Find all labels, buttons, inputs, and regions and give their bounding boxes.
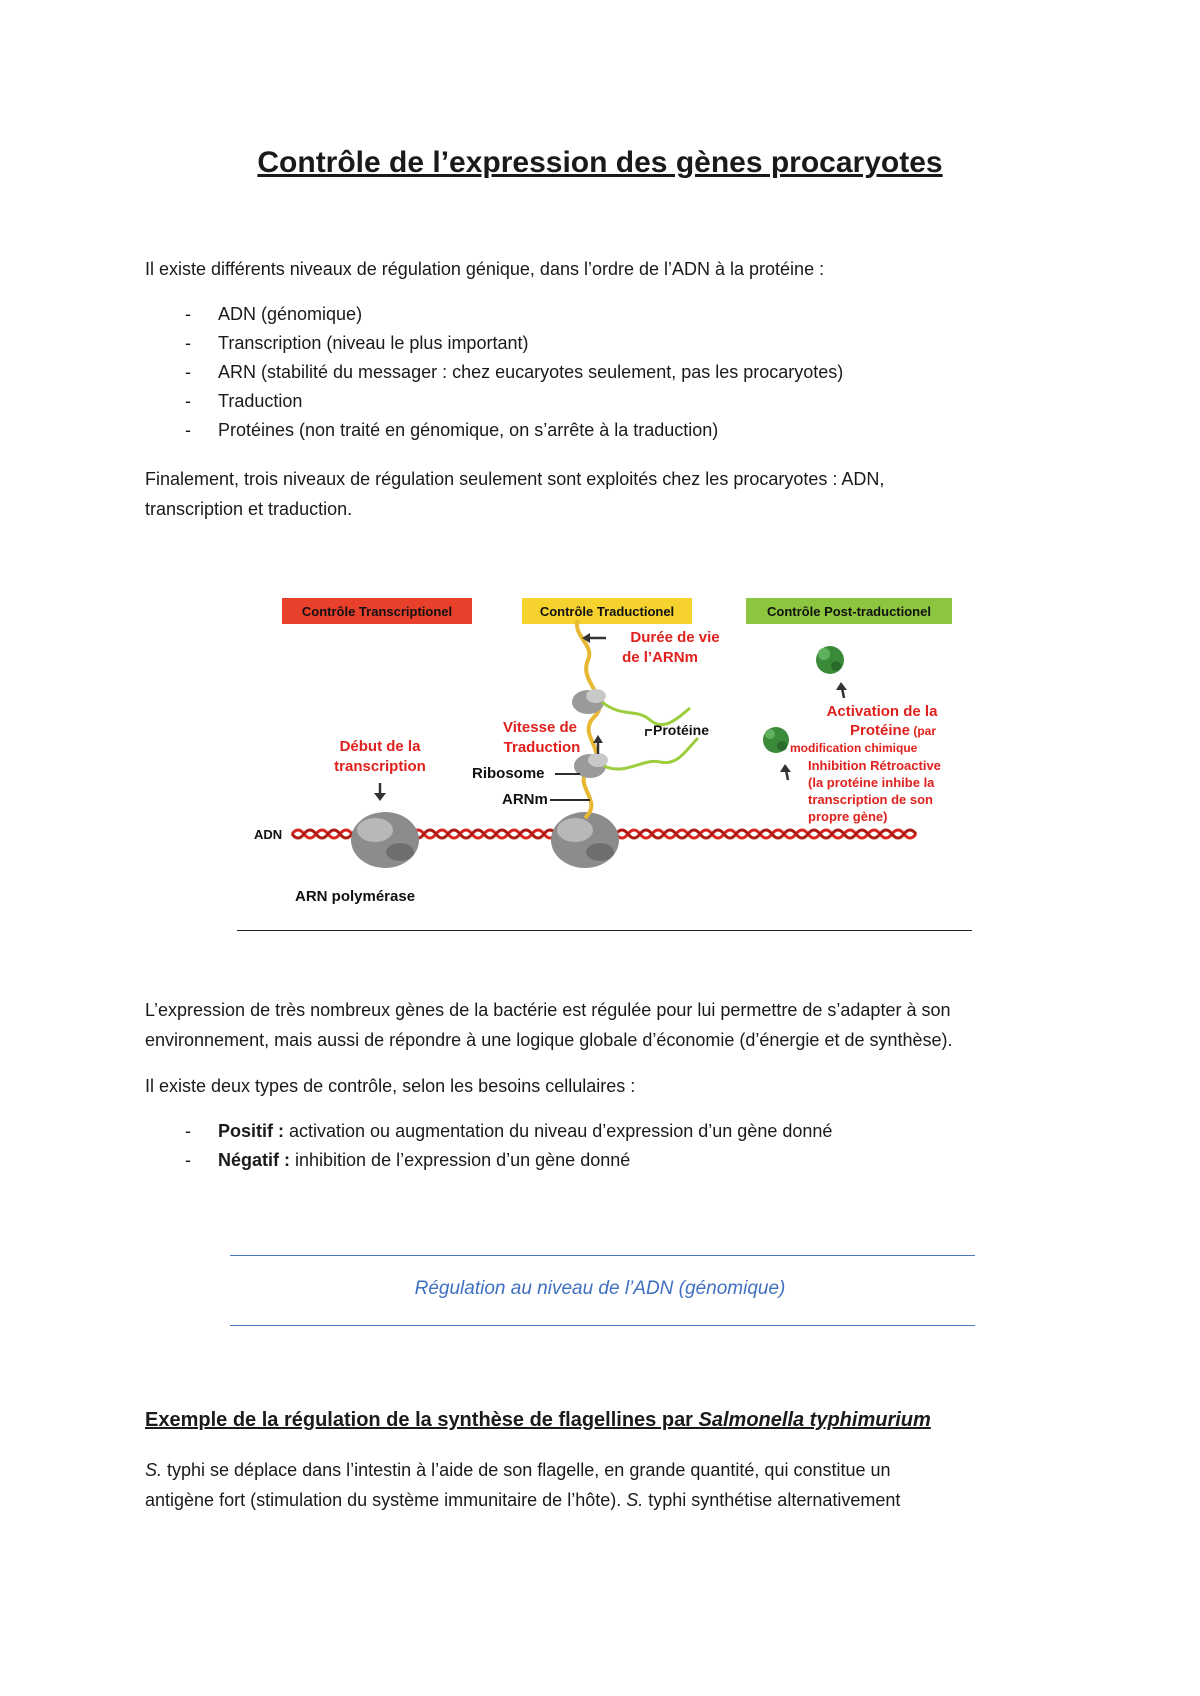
arrow-down-head-icon <box>374 793 386 801</box>
label-debut-line1: Début de la <box>339 738 421 755</box>
arrow-up-icon-3 <box>780 764 791 772</box>
header-translational-label: Contrôle Traductionel <box>539 604 675 619</box>
expression-paragraph: L’expression de très nombreux gènes de la bactérie est régulée pour lui permettre de s’adapter à son environnement, mais aussi de répondre à une logique globale d’économie (d’énergie et de synthèse). <box>145 1000 953 1050</box>
figure-bottom-rule <box>237 930 972 931</box>
regulation-levels-figure <box>250 590 970 920</box>
control-type-label: Négatif : <box>218 1150 290 1170</box>
label-adn: ADN <box>254 827 283 842</box>
arrow-up-icon <box>593 735 603 743</box>
page-title: Contrôle de l’expression des gènes procaryotes <box>257 146 943 179</box>
section-bottom-rule <box>230 1325 975 1326</box>
arrow-up-icon-2 <box>836 682 847 690</box>
label-debut-line2: transcription <box>334 758 426 775</box>
section-heading: Régulation au niveau de l’ADN (génomique) <box>414 1278 786 1299</box>
label-activation-line1: Activation de la <box>826 703 938 720</box>
list-item: - Protéines (non traité en génomique, on s’arrête à la traduction) <box>185 420 719 440</box>
conclusion-paragraph: Finalement, trois niveaux de régulation seulement sont exploités chez les procaryotes : ADN, transcription et traduction. <box>145 469 885 519</box>
section-top-rule <box>230 1255 975 1256</box>
folded-protein-2-shape <box>763 727 789 753</box>
label-inhibition-line3: transcription de son <box>808 792 933 807</box>
rna-polymerase-1-shape <box>351 812 419 868</box>
folded-protein-1-shape <box>816 646 844 674</box>
label-vitesse-line2: Traduction <box>503 739 581 756</box>
protein-pointer <box>646 730 652 736</box>
label-inhibition-line1: Inhibition Rétroactive <box>808 758 941 773</box>
list-item: - Transcription (niveau le plus important) <box>185 333 529 353</box>
label-activation-line3: modification chimique <box>790 741 918 755</box>
label-duree-line2: de l’ARNm <box>622 649 698 666</box>
list-item: - ADN (génomique) <box>185 304 363 324</box>
label-inhibition-line2: (la protéine inhibe la <box>808 775 935 790</box>
label-inhibition-line4: propre gène) <box>808 809 888 824</box>
label-arn-polymerase: ARN polymérase <box>295 888 416 905</box>
label-activation-line2: Protéine (par <box>850 722 937 739</box>
list-item: - Négatif : inhibition de l’expression d’un gène donné <box>185 1150 631 1170</box>
control-intro-paragraph: Il existe deux types de contrôle, selon les besoins cellulaires : <box>145 1076 636 1096</box>
rna-polymerase-2-shape <box>551 812 619 868</box>
header-post-translational-label: Contrôle Post-traductionel <box>767 604 931 619</box>
mrna-strand <box>577 620 600 818</box>
control-type-label: Positif : <box>218 1121 284 1141</box>
label-proteine: Protéine <box>653 722 710 738</box>
label-duree-line1: Durée de vie <box>630 629 720 646</box>
example-paragraph: S. typhi se déplace dans l’intestin à l’aide de son flagelle, en grande quantité, qui constitue un antigène fort (stimulation du système immunitaire de l’hôte). S. typhi synthétise alternativement <box>145 1460 901 1510</box>
control-types-list <box>145 1117 1065 1175</box>
list-item: - Traduction <box>185 391 303 411</box>
label-vitesse-line1: Vitesse de <box>503 719 577 736</box>
list-item: - ARN (stabilité du messager : chez eucaryotes seulement, pas les procaryotes) <box>185 362 844 382</box>
header-transcriptional-label: Contrôle Transcriptionel <box>301 604 453 619</box>
list-item: - Positif : activation ou augmentation du niveau d’expression d’un gène donné <box>185 1121 833 1141</box>
protein-strand-2 <box>604 738 698 769</box>
label-ribosome: Ribosome <box>472 765 545 782</box>
intro-paragraph: Il existe différents niveaux de régulation génique, dans l’ordre de l’ADN à la protéine : <box>145 259 825 279</box>
example-heading: Exemple de la régulation de la synthèse de flagellines par Salmonella typhimurium <box>145 1409 931 1431</box>
regulation-levels-list <box>145 300 1065 445</box>
label-arnm: ARNm <box>502 791 548 808</box>
